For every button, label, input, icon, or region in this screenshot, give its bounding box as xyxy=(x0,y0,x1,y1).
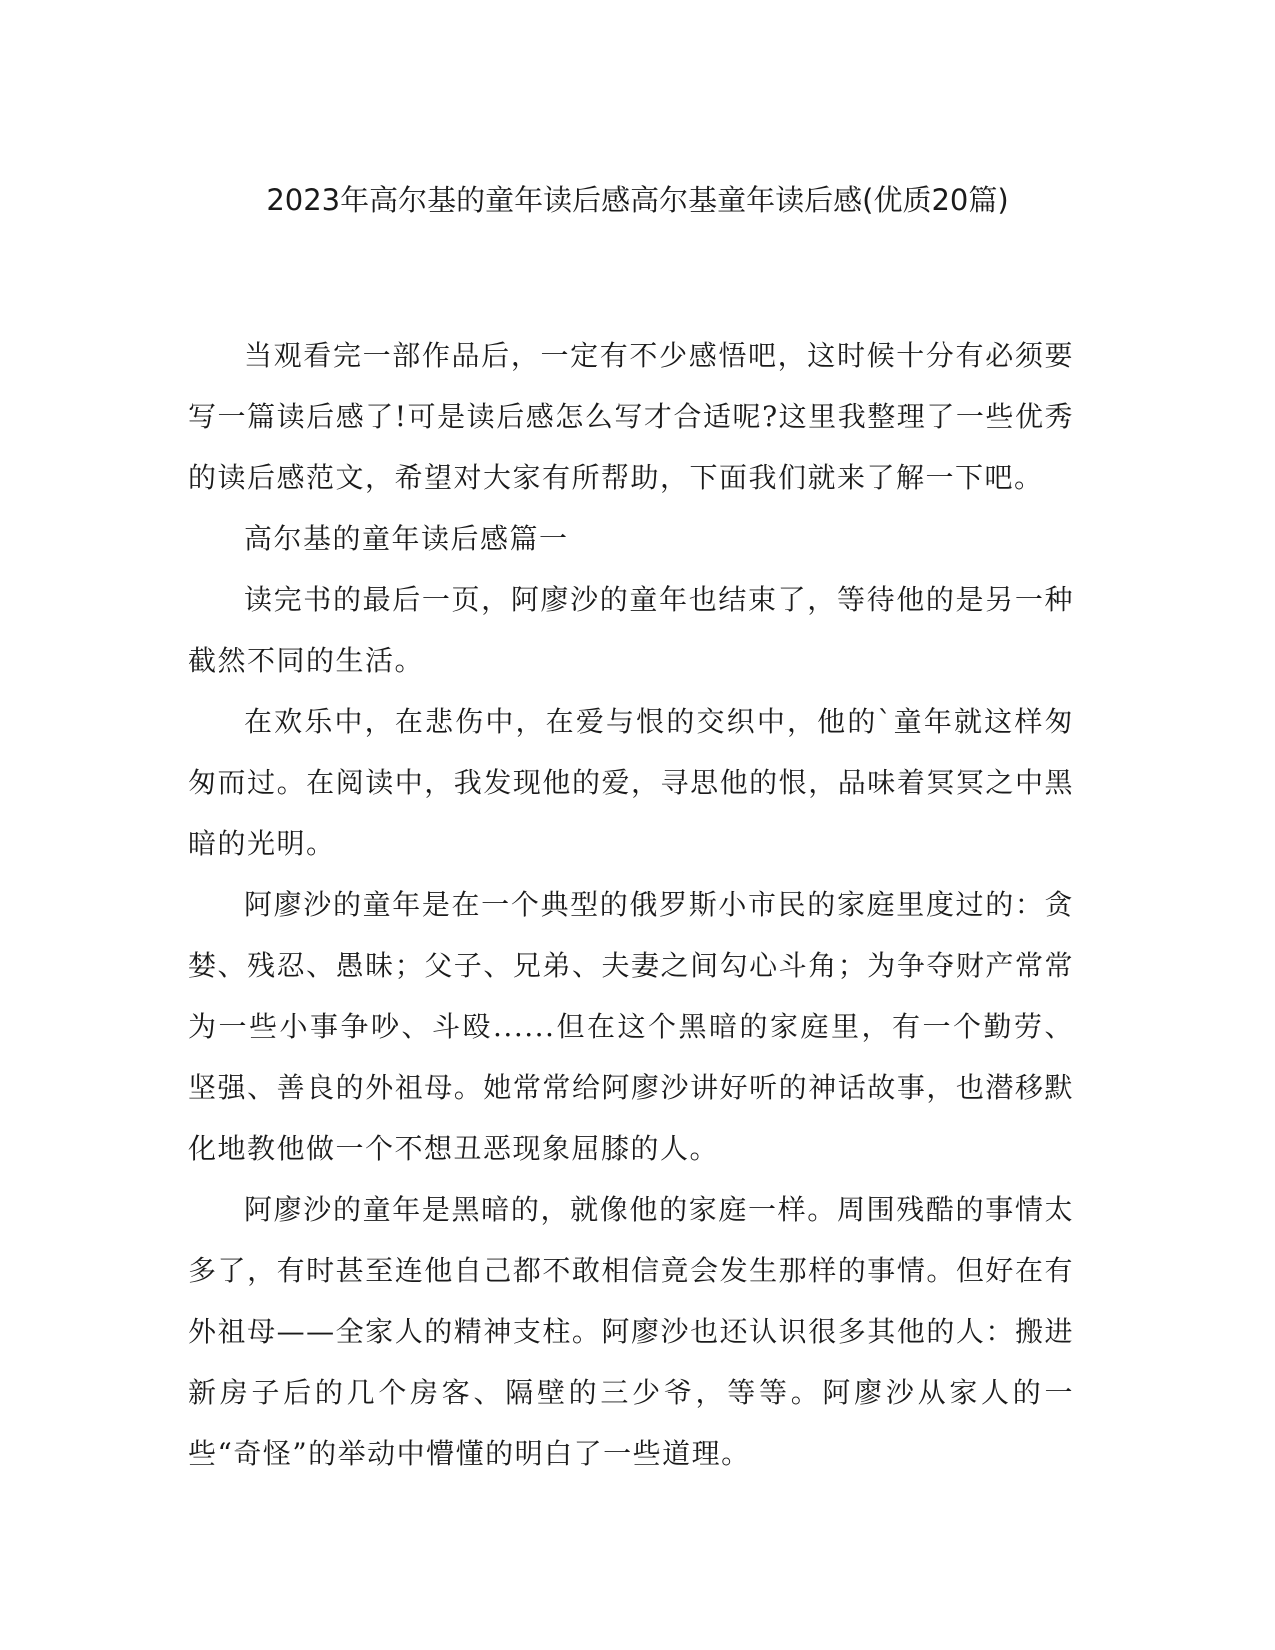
document-title: 2023年高尔基的童年读后感高尔基童年读后感(优质20篇) xyxy=(266,183,1009,217)
body-paragraph: 在欢乐中，在悲伤中，在爱与恨的交织中，他的`童年就这样匆匆而过。在阅读中，我发现他的爱，寻思他的恨，品味着冥冥之中黑暗的光明。 xyxy=(188,705,1074,860)
body-paragraph: 阿廖沙的童年是黑暗的，就像他的家庭一样。周围残酷的事情太多了，有时甚至连他自己都不敢相信竟会发生那样的事情。但好在有外祖母——全家人的精神支柱。阿廖沙也还认识很多其他的人：搬进新房子后的几个房客、隔壁的三少爷，等等。阿廖沙从家人的一些“奇怪”的举动中懵懂的明白了一些道理。 xyxy=(188,1193,1074,1470)
intro-paragraph: 当观看完一部作品后，一定有不少感悟吧，这时候十分有必须要写一篇读后感了!可是读后感怎么写才合适呢?这里我整理了一些优秀的读后感范文，希望对大家有所帮助，下面我们就来了解一下吧。 xyxy=(188,339,1074,494)
body-paragraph: 读完书的最后一页，阿廖沙的童年也结束了，等待他的是另一种截然不同的生活。 xyxy=(188,583,1074,677)
section-heading: 高尔基的童年读后感篇一 xyxy=(244,522,569,555)
document-body xyxy=(188,325,1074,1484)
body-paragraph: 阿廖沙的童年是在一个典型的俄罗斯小市民的家庭里度过的：贪婪、残忍、愚昧；父子、兄弟、夫妻之间勾心斗角；为争夺财产常常为一些小事争吵、斗殴......但在这个黑暗的家庭里，有一个勤劳、坚强、善良的外祖母。她常常给阿廖沙讲好听的神话故事，也潜移默化地教他做一个不想丑恶现象屈膝的人。 xyxy=(188,888,1074,1165)
